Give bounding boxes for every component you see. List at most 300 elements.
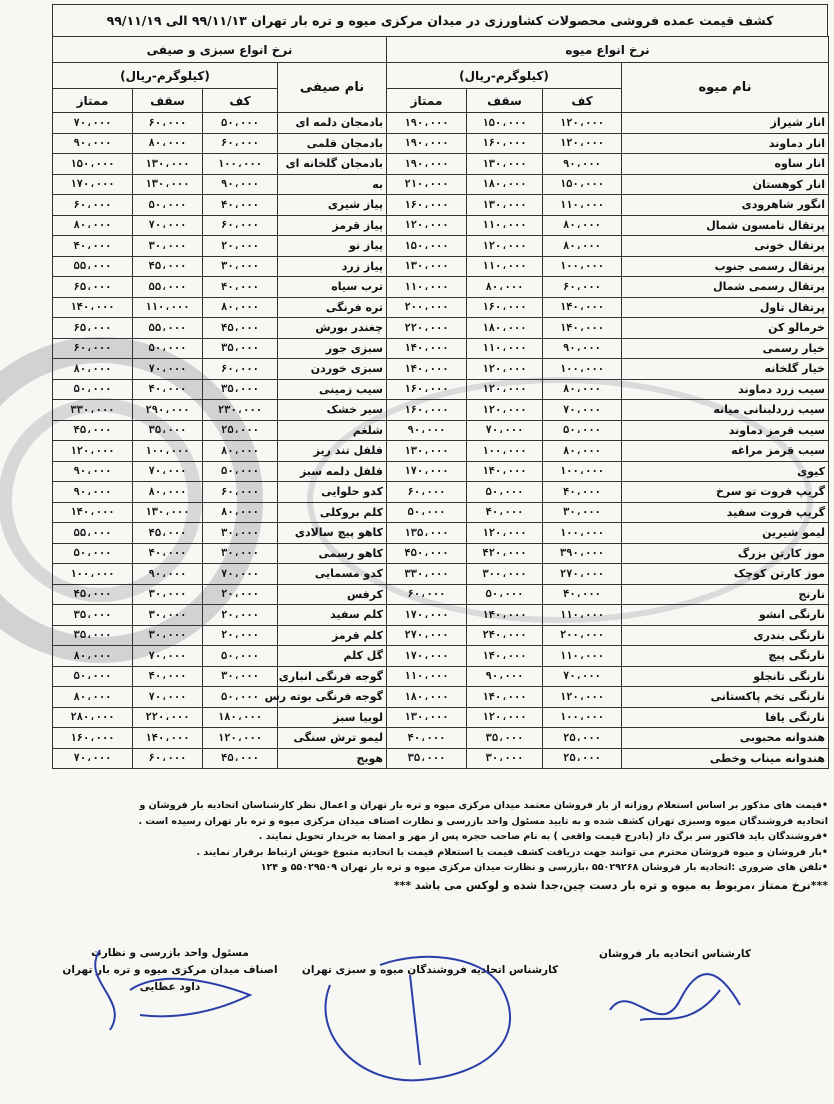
veg-premium-price: ۴۵،۰۰۰ bbox=[53, 584, 133, 605]
table-row bbox=[53, 318, 829, 339]
veg-name: تره فرنگی bbox=[278, 297, 387, 318]
veg-max-price: ۸۰،۰۰۰ bbox=[133, 482, 203, 503]
fruit-max-price: ۱۲۰،۰۰۰ bbox=[467, 359, 543, 380]
fruit-min-price: ۱۲۰،۰۰۰ bbox=[543, 113, 622, 134]
fruit-premium-header: ممتاز bbox=[387, 89, 467, 113]
table-row bbox=[53, 502, 829, 523]
table-row bbox=[53, 728, 829, 749]
fruit-min-price: ۱۴۰،۰۰۰ bbox=[543, 318, 622, 339]
fruit-premium-price: ۶۰،۰۰۰ bbox=[387, 584, 467, 605]
table-row bbox=[53, 297, 829, 318]
veg-min-price: ۶۰،۰۰۰ bbox=[203, 359, 278, 380]
veg-max-price: ۳۰،۰۰۰ bbox=[133, 605, 203, 626]
veg-max-price: ۱۴۰،۰۰۰ bbox=[133, 728, 203, 749]
fruit-premium-price: ۴۵۰،۰۰۰ bbox=[387, 543, 467, 564]
veg-min-price: ۸۰،۰۰۰ bbox=[203, 441, 278, 462]
fruit-min-price: ۱۲۰،۰۰۰ bbox=[543, 133, 622, 154]
veg-name: سیر خشک bbox=[278, 400, 387, 421]
veg-min-price: ۲۰،۰۰۰ bbox=[203, 236, 278, 257]
fruit-premium-price: ۲۰۰،۰۰۰ bbox=[387, 297, 467, 318]
fruit-premium-price: ۱۳۰،۰۰۰ bbox=[387, 256, 467, 277]
veg-premium-price: ۸۰،۰۰۰ bbox=[53, 359, 133, 380]
fruit-max-price: ۸۰،۰۰۰ bbox=[467, 277, 543, 298]
veg-name: پیاز زرد bbox=[278, 256, 387, 277]
veg-max-price: ۷۰،۰۰۰ bbox=[133, 461, 203, 482]
veg-max-price: ۴۰،۰۰۰ bbox=[133, 543, 203, 564]
veg-premium-price: ۸۰،۰۰۰ bbox=[53, 646, 133, 667]
table-row bbox=[53, 256, 829, 277]
veg-name: کاهو رسمی bbox=[278, 543, 387, 564]
fruit-min-price: ۲۰۰،۰۰۰ bbox=[543, 625, 622, 646]
note-line: •فروشندگان باید فاکتور سر برگ دار (بادرج قیمت واقعی ) به نام صاحب حجره پس از مهر و امضا به خریدار تحویل نمایند . bbox=[258, 831, 828, 842]
veg-name: لوبیا سبز bbox=[278, 707, 387, 728]
veg-premium-price: ۳۵،۰۰۰ bbox=[53, 625, 133, 646]
fruit-premium-price: ۱۴۰،۰۰۰ bbox=[387, 359, 467, 380]
fruit-name: نارنگی بندری bbox=[622, 625, 829, 646]
fruit-premium-price: ۱۳۰،۰۰۰ bbox=[387, 707, 467, 728]
veg-min-price: ۵۰،۰۰۰ bbox=[203, 646, 278, 667]
veg-premium-price: ۱۴۰،۰۰۰ bbox=[53, 502, 133, 523]
fruit-max-price: ۳۰۰،۰۰۰ bbox=[467, 564, 543, 585]
fruit-name: سیب قرمز مراغه bbox=[622, 441, 829, 462]
veg-premium-price: ۴۵،۰۰۰ bbox=[53, 420, 133, 441]
fruit-min-price: ۵۰،۰۰۰ bbox=[543, 420, 622, 441]
fruit-min-price: ۱۲۰،۰۰۰ bbox=[543, 687, 622, 708]
veg-name: بادمجان گلخانه ای bbox=[278, 154, 387, 175]
fruit-premium-price: ۶۰،۰۰۰ bbox=[387, 482, 467, 503]
veg-max-price: ۴۰،۰۰۰ bbox=[133, 666, 203, 687]
veg-name: ترب سیاه bbox=[278, 277, 387, 298]
veg-premium-price: ۸۰،۰۰۰ bbox=[53, 215, 133, 236]
fruit-max-price: ۹۰،۰۰۰ bbox=[467, 666, 543, 687]
veg-min-price: ۳۰،۰۰۰ bbox=[203, 523, 278, 544]
veg-premium-price: ۳۳۰،۰۰۰ bbox=[53, 400, 133, 421]
fruit-name: سیب زرد دماوند bbox=[622, 379, 829, 400]
veg-min-price: ۴۵،۰۰۰ bbox=[203, 748, 278, 769]
table-row bbox=[53, 195, 829, 216]
fruit-premium-price: ۱۴۰،۰۰۰ bbox=[387, 338, 467, 359]
fruit-min-price: ۱۰۰،۰۰۰ bbox=[543, 461, 622, 482]
veg-premium-price: ۹۰،۰۰۰ bbox=[53, 133, 133, 154]
veg-min-price: ۴۵،۰۰۰ bbox=[203, 318, 278, 339]
fruit-max-price: ۷۰،۰۰۰ bbox=[467, 420, 543, 441]
fruit-name: انار ساوه bbox=[622, 154, 829, 175]
fruit-name: نارنگی تانجلو bbox=[622, 666, 829, 687]
fruit-name: موز کارتن کوچک bbox=[622, 564, 829, 585]
veg-max-price: ۴۵،۰۰۰ bbox=[133, 256, 203, 277]
fruit-max-price: ۱۴۰،۰۰۰ bbox=[467, 687, 543, 708]
veg-name: کلم قرمز bbox=[278, 625, 387, 646]
table-row bbox=[53, 400, 829, 421]
signature-scribble-right bbox=[600, 960, 760, 1050]
veg-premium-header: ممتاز bbox=[53, 89, 133, 113]
fruit-min-price: ۸۰،۰۰۰ bbox=[543, 215, 622, 236]
veg-name: گل کلم bbox=[278, 646, 387, 667]
fruit-premium-price: ۱۹۰،۰۰۰ bbox=[387, 113, 467, 134]
fruit-max-price: ۱۵۰،۰۰۰ bbox=[467, 113, 543, 134]
veg-name-header: نام صیفی bbox=[278, 63, 387, 113]
note-line: اتحادیه فروشندگان میوه وسبزی تهران کشف شده و به تایید مسئول واحد بازرسی و نظارت اصناف میدان مرکزی میوه و تره بار تهران رسیده است . bbox=[138, 815, 828, 827]
fruit-min-price: ۳۹۰،۰۰۰ bbox=[543, 543, 622, 564]
table-row bbox=[53, 420, 829, 441]
fruit-premium-price: ۲۲۰،۰۰۰ bbox=[387, 318, 467, 339]
veg-premium-price: ۹۰،۰۰۰ bbox=[53, 482, 133, 503]
notes-section bbox=[52, 798, 828, 893]
fruit-max-price: ۱۲۰،۰۰۰ bbox=[467, 400, 543, 421]
fruit-premium-price: ۱۵۰،۰۰۰ bbox=[387, 236, 467, 257]
table-row bbox=[53, 113, 829, 134]
fruit-premium-price: ۱۶۰،۰۰۰ bbox=[387, 400, 467, 421]
table-row bbox=[53, 461, 829, 482]
fruit-premium-price: ۱۷۰،۰۰۰ bbox=[387, 646, 467, 667]
fruit-premium-price: ۱۸۰،۰۰۰ bbox=[387, 687, 467, 708]
fruit-premium-price: ۵۰،۰۰۰ bbox=[387, 502, 467, 523]
fruit-name: پرتقال رسمی شمال bbox=[622, 277, 829, 298]
veg-max-price: ۶۰،۰۰۰ bbox=[133, 113, 203, 134]
fruit-max-price: ۳۵،۰۰۰ bbox=[467, 728, 543, 749]
fruit-premium-price: ۱۳۵،۰۰۰ bbox=[387, 523, 467, 544]
fruit-max-price: ۲۴۰،۰۰۰ bbox=[467, 625, 543, 646]
fruit-premium-price: ۱۷۰،۰۰۰ bbox=[387, 605, 467, 626]
veg-max-price: ۳۰،۰۰۰ bbox=[133, 625, 203, 646]
fruit-name: انگور شاهرودی bbox=[622, 195, 829, 216]
veg-premium-price: ۱۴۰،۰۰۰ bbox=[53, 297, 133, 318]
veg-premium-price: ۶۵،۰۰۰ bbox=[53, 318, 133, 339]
fruit-unit-label: (کیلوگرم-ریال) bbox=[387, 63, 622, 89]
veg-name: سبزی خوردن bbox=[278, 359, 387, 380]
veg-max-price: ۱۳۰،۰۰۰ bbox=[133, 174, 203, 195]
fruit-premium-price: ۱۱۰،۰۰۰ bbox=[387, 666, 467, 687]
veg-name: هویج bbox=[278, 748, 387, 769]
veg-premium-price: ۶۰،۰۰۰ bbox=[53, 338, 133, 359]
veg-name: کاهو پیچ سالادی bbox=[278, 523, 387, 544]
fruit-premium-price: ۱۶۰،۰۰۰ bbox=[387, 379, 467, 400]
fruit-premium-price: ۱۱۰،۰۰۰ bbox=[387, 277, 467, 298]
veg-premium-price: ۱۷۰،۰۰۰ bbox=[53, 174, 133, 195]
veg-min-price: ۱۲۰،۰۰۰ bbox=[203, 728, 278, 749]
fruit-max-price: ۳۰،۰۰۰ bbox=[467, 748, 543, 769]
veg-name: فلفل دلمه سبز bbox=[278, 461, 387, 482]
veg-premium-price: ۷۰،۰۰۰ bbox=[53, 748, 133, 769]
table-row bbox=[53, 687, 829, 708]
veg-premium-price: ۵۰،۰۰۰ bbox=[53, 666, 133, 687]
veg-premium-price: ۷۰،۰۰۰ bbox=[53, 113, 133, 134]
fruit-name: نارنج bbox=[622, 584, 829, 605]
veg-premium-price: ۲۸۰،۰۰۰ bbox=[53, 707, 133, 728]
veg-min-price: ۱۸۰،۰۰۰ bbox=[203, 707, 278, 728]
fruit-name: پرتقال تاول bbox=[622, 297, 829, 318]
fruit-min-price: ۱۵۰،۰۰۰ bbox=[543, 174, 622, 195]
fruit-min-price: ۴۰،۰۰۰ bbox=[543, 482, 622, 503]
veg-min-price: ۶۰،۰۰۰ bbox=[203, 482, 278, 503]
fruit-name: خرمالو کن bbox=[622, 318, 829, 339]
fruit-max-price: ۱۲۰،۰۰۰ bbox=[467, 707, 543, 728]
fruit-name: گریپ فروت سفید bbox=[622, 502, 829, 523]
veg-premium-price: ۵۰،۰۰۰ bbox=[53, 379, 133, 400]
fruit-max-price: ۱۱۰،۰۰۰ bbox=[467, 338, 543, 359]
fruit-premium-price: ۳۳۰،۰۰۰ bbox=[387, 564, 467, 585]
fruit-name: سیب زردلبنانی میانه bbox=[622, 400, 829, 421]
note-line: •تلفن های ضروری :اتحادیه بار فروشان ۵۵۰۲۹۲۶۸ ،بازرسی و نظارت میدان مرکزی میوه و تره بار تهران ۵۵۰۲۹۵۰۹ و ۱۲۴ bbox=[260, 862, 828, 873]
fruit-section-header: نرخ انواع میوه bbox=[387, 37, 829, 63]
veg-name: گوجه فرنگی بوته رس bbox=[278, 687, 387, 708]
fruit-premium-price: ۳۵،۰۰۰ bbox=[387, 748, 467, 769]
fruit-max-price: ۱۱۰،۰۰۰ bbox=[467, 215, 543, 236]
fruit-name: نارنگی انشو bbox=[622, 605, 829, 626]
signature-name: داود عطایی bbox=[139, 981, 201, 993]
fruit-premium-price: ۱۳۰،۰۰۰ bbox=[387, 441, 467, 462]
price-table bbox=[52, 36, 829, 769]
veg-min-price: ۲۳۰،۰۰۰ bbox=[203, 400, 278, 421]
fruit-max-price: ۱۳۰،۰۰۰ bbox=[467, 154, 543, 175]
veg-min-price: ۳۰،۰۰۰ bbox=[203, 543, 278, 564]
veg-max-price: ۸۰،۰۰۰ bbox=[133, 133, 203, 154]
veg-max-price: ۷۰،۰۰۰ bbox=[133, 687, 203, 708]
veg-name: کدو مسمایی bbox=[278, 564, 387, 585]
table-row bbox=[53, 523, 829, 544]
signature-title: کارشناس اتحادیه فروشندگان میوه و سبزی تهران bbox=[301, 964, 559, 976]
fruit-max-price: ۱۱۰،۰۰۰ bbox=[467, 256, 543, 277]
table-row bbox=[53, 174, 829, 195]
table-row bbox=[53, 584, 829, 605]
veg-min-price: ۵۰،۰۰۰ bbox=[203, 113, 278, 134]
veg-premium-price: ۳۵،۰۰۰ bbox=[53, 605, 133, 626]
fruit-min-price: ۱۱۰،۰۰۰ bbox=[543, 195, 622, 216]
veg-premium-price: ۱۰۰،۰۰۰ bbox=[53, 564, 133, 585]
fruit-premium-price: ۱۶۰،۰۰۰ bbox=[387, 195, 467, 216]
fruit-name: هندوانه میناب وخطی bbox=[622, 748, 829, 769]
veg-min-price: ۴۰،۰۰۰ bbox=[203, 195, 278, 216]
fruit-name: انار شیراز bbox=[622, 113, 829, 134]
veg-min-price: ۵۰،۰۰۰ bbox=[203, 687, 278, 708]
signature-scribble-left bbox=[70, 940, 280, 1050]
table-row bbox=[53, 154, 829, 175]
veg-min-price: ۲۵،۰۰۰ bbox=[203, 420, 278, 441]
fruit-name: خیار رسمی bbox=[622, 338, 829, 359]
fruit-name: انار دماوند bbox=[622, 133, 829, 154]
fruit-min-price: ۷۰،۰۰۰ bbox=[543, 666, 622, 687]
veg-max-price: ۵۵،۰۰۰ bbox=[133, 318, 203, 339]
table-row bbox=[53, 359, 829, 380]
fruit-max-price: ۱۶۰،۰۰۰ bbox=[467, 133, 543, 154]
fruit-name: موز کارتن بزرگ bbox=[622, 543, 829, 564]
veg-premium-price: ۸۰،۰۰۰ bbox=[53, 687, 133, 708]
table-row bbox=[53, 564, 829, 585]
fruit-max-price: ۴۲۰،۰۰۰ bbox=[467, 543, 543, 564]
veg-max-price: ۵۰،۰۰۰ bbox=[133, 338, 203, 359]
fruit-name: هندوانه محبوبی bbox=[622, 728, 829, 749]
fruit-name: خیار گلخانه bbox=[622, 359, 829, 380]
fruit-min-header: کف bbox=[543, 89, 622, 113]
fruit-max-price: ۱۲۰،۰۰۰ bbox=[467, 379, 543, 400]
veg-name: بادمجان قلمی bbox=[278, 133, 387, 154]
fruit-max-price: ۱۸۰،۰۰۰ bbox=[467, 318, 543, 339]
veg-max-price: ۵۰،۰۰۰ bbox=[133, 195, 203, 216]
veg-max-price: ۱۳۰،۰۰۰ bbox=[133, 154, 203, 175]
fruit-premium-price: ۲۷۰،۰۰۰ bbox=[387, 625, 467, 646]
premium-footnote: ***نرخ ممتاز ،مربوط به میوه و تره بار دست چین،جدا شده و لوکس می باشد *** bbox=[393, 878, 828, 892]
veg-name: سبزی جور bbox=[278, 338, 387, 359]
veg-name: به bbox=[278, 174, 387, 195]
fruit-name: سیب قرمز دماوند bbox=[622, 420, 829, 441]
signature-title: کارشناس اتحادیه بار فروشان bbox=[599, 948, 751, 960]
veg-min-price: ۸۰،۰۰۰ bbox=[203, 297, 278, 318]
fruit-min-price: ۸۰،۰۰۰ bbox=[543, 379, 622, 400]
fruit-name: پرتقال تامسون شمال bbox=[622, 215, 829, 236]
fruit-max-price: ۵۰،۰۰۰ bbox=[467, 482, 543, 503]
veg-max-price: ۷۰،۰۰۰ bbox=[133, 359, 203, 380]
veg-name: چغندر بورش bbox=[278, 318, 387, 339]
veg-unit-label: (کیلوگرم-ریال) bbox=[53, 63, 278, 89]
veg-name: پیاز شیری bbox=[278, 195, 387, 216]
fruit-name-header: نام میوه bbox=[622, 63, 829, 113]
fruit-min-price: ۱۱۰،۰۰۰ bbox=[543, 646, 622, 667]
fruit-max-price: ۱۴۰،۰۰۰ bbox=[467, 646, 543, 667]
table-row bbox=[53, 379, 829, 400]
veg-max-price: ۱۰۰،۰۰۰ bbox=[133, 441, 203, 462]
veg-premium-price: ۱۵۰،۰۰۰ bbox=[53, 154, 133, 175]
signature-scribble-middle bbox=[300, 945, 540, 1095]
fruit-min-price: ۸۰،۰۰۰ bbox=[543, 236, 622, 257]
veg-max-price: ۷۰،۰۰۰ bbox=[133, 646, 203, 667]
veg-min-price: ۳۰،۰۰۰ bbox=[203, 256, 278, 277]
table-row bbox=[53, 666, 829, 687]
fruit-min-price: ۷۰،۰۰۰ bbox=[543, 400, 622, 421]
veg-max-price: ۲۲۰،۰۰۰ bbox=[133, 707, 203, 728]
veg-max-price: ۴۰،۰۰۰ bbox=[133, 379, 203, 400]
fruit-premium-price: ۴۰،۰۰۰ bbox=[387, 728, 467, 749]
fruit-max-price: ۱۶۰،۰۰۰ bbox=[467, 297, 543, 318]
table-row bbox=[53, 133, 829, 154]
veg-min-price: ۵۰،۰۰۰ bbox=[203, 461, 278, 482]
veg-max-header: سقف bbox=[133, 89, 203, 113]
veg-name: شلغم bbox=[278, 420, 387, 441]
veg-max-price: ۳۵،۰۰۰ bbox=[133, 420, 203, 441]
fruit-premium-price: ۱۹۰،۰۰۰ bbox=[387, 154, 467, 175]
veg-min-price: ۸۰،۰۰۰ bbox=[203, 502, 278, 523]
fruit-max-price: ۱۸۰،۰۰۰ bbox=[467, 174, 543, 195]
fruit-min-price: ۱۱۰،۰۰۰ bbox=[543, 605, 622, 626]
veg-name: فلفل تند ریز bbox=[278, 441, 387, 462]
veg-name: کرفس bbox=[278, 584, 387, 605]
table-row bbox=[53, 277, 829, 298]
veg-min-price: ۹۰،۰۰۰ bbox=[203, 174, 278, 195]
veg-max-price: ۱۱۰،۰۰۰ bbox=[133, 297, 203, 318]
veg-max-price: ۱۳۰،۰۰۰ bbox=[133, 502, 203, 523]
fruit-min-price: ۱۴۰،۰۰۰ bbox=[543, 297, 622, 318]
note-line: •بار فروشان و میوه فروشان محترم می توانند جهت دریافت کشف قیمت یا استعلام قیمت با اتحادیه متبوع خویش ارتباط برقرار نمایند . bbox=[196, 846, 828, 858]
fruit-min-price: ۳۰،۰۰۰ bbox=[543, 502, 622, 523]
veg-max-price: ۹۰،۰۰۰ bbox=[133, 564, 203, 585]
veg-min-price: ۱۰۰،۰۰۰ bbox=[203, 154, 278, 175]
fruit-max-price: ۱۳۰،۰۰۰ bbox=[467, 195, 543, 216]
veg-max-price: ۴۵،۰۰۰ bbox=[133, 523, 203, 544]
veg-min-price: ۶۰،۰۰۰ bbox=[203, 215, 278, 236]
veg-section-header: نرخ انواع سبزی و صیفی bbox=[53, 37, 387, 63]
veg-name: بادمجان دلمه ای bbox=[278, 113, 387, 134]
fruit-max-price: ۱۴۰،۰۰۰ bbox=[467, 605, 543, 626]
veg-name: گوجه فرنگی انباری bbox=[278, 666, 387, 687]
table-row bbox=[53, 646, 829, 667]
veg-min-price: ۳۰،۰۰۰ bbox=[203, 666, 278, 687]
veg-premium-price: ۵۵،۰۰۰ bbox=[53, 523, 133, 544]
veg-name: پیاز نو bbox=[278, 236, 387, 257]
table-row bbox=[53, 215, 829, 236]
veg-premium-price: ۱۶۰،۰۰۰ bbox=[53, 728, 133, 749]
veg-premium-price: ۵۵،۰۰۰ bbox=[53, 256, 133, 277]
table-row bbox=[53, 748, 829, 769]
veg-min-price: ۲۰،۰۰۰ bbox=[203, 584, 278, 605]
fruit-max-price: ۱۲۰،۰۰۰ bbox=[467, 523, 543, 544]
fruit-name: انار کوهستان bbox=[622, 174, 829, 195]
veg-name: سیب زمینی bbox=[278, 379, 387, 400]
fruit-premium-price: ۱۹۰،۰۰۰ bbox=[387, 133, 467, 154]
fruit-max-price: ۵۰،۰۰۰ bbox=[467, 584, 543, 605]
fruit-max-price: ۱۰۰،۰۰۰ bbox=[467, 441, 543, 462]
veg-name: کلم سفید bbox=[278, 605, 387, 626]
table-row bbox=[53, 482, 829, 503]
fruit-premium-price: ۱۷۰،۰۰۰ bbox=[387, 461, 467, 482]
fruit-max-price: ۱۲۰،۰۰۰ bbox=[467, 236, 543, 257]
fruit-name: پرتقال خونی bbox=[622, 236, 829, 257]
veg-min-price: ۲۰،۰۰۰ bbox=[203, 605, 278, 626]
fruit-min-price: ۲۵،۰۰۰ bbox=[543, 728, 622, 749]
table-row bbox=[53, 338, 829, 359]
fruit-min-price: ۱۰۰،۰۰۰ bbox=[543, 523, 622, 544]
veg-name: کدو حلوایی bbox=[278, 482, 387, 503]
fruit-premium-price: ۱۲۰،۰۰۰ bbox=[387, 215, 467, 236]
veg-premium-price: ۶۰،۰۰۰ bbox=[53, 195, 133, 216]
veg-max-price: ۲۹۰،۰۰۰ bbox=[133, 400, 203, 421]
veg-max-price: ۷۰،۰۰۰ bbox=[133, 215, 203, 236]
fruit-name: نارنگی یافا bbox=[622, 707, 829, 728]
veg-min-price: ۷۰،۰۰۰ bbox=[203, 564, 278, 585]
veg-min-header: کف bbox=[203, 89, 278, 113]
fruit-name: نارنگی پیچ bbox=[622, 646, 829, 667]
fruit-max-price: ۱۴۰،۰۰۰ bbox=[467, 461, 543, 482]
veg-name: لیمو ترش سنگی bbox=[278, 728, 387, 749]
veg-min-price: ۴۰،۰۰۰ bbox=[203, 277, 278, 298]
fruit-min-price: ۱۰۰،۰۰۰ bbox=[543, 256, 622, 277]
table-row bbox=[53, 605, 829, 626]
fruit-name: لیمو شیرین bbox=[622, 523, 829, 544]
table-row bbox=[53, 707, 829, 728]
veg-premium-price: ۶۵،۰۰۰ bbox=[53, 277, 133, 298]
fruit-min-price: ۹۰،۰۰۰ bbox=[543, 338, 622, 359]
fruit-premium-price: ۹۰،۰۰۰ bbox=[387, 420, 467, 441]
fruit-name: نارنگی تخم پاکستانی bbox=[622, 687, 829, 708]
veg-min-price: ۳۵،۰۰۰ bbox=[203, 338, 278, 359]
fruit-min-price: ۱۰۰،۰۰۰ bbox=[543, 707, 622, 728]
veg-max-price: ۳۰،۰۰۰ bbox=[133, 236, 203, 257]
fruit-max-price: ۴۰،۰۰۰ bbox=[467, 502, 543, 523]
note-line: •قیمت های مذکور بر اساس استعلام روزانه از بار فروشان معتمد میدان مرکزی میوه و تره بار تهران و اعمال نظر کارشناسان اتحادیه بار فروشان و bbox=[139, 800, 828, 811]
veg-max-price: ۳۰،۰۰۰ bbox=[133, 584, 203, 605]
table-row bbox=[53, 441, 829, 462]
veg-name: پیاز قرمز bbox=[278, 215, 387, 236]
veg-min-price: ۲۰،۰۰۰ bbox=[203, 625, 278, 646]
fruit-name: گریپ فروت تو سرخ bbox=[622, 482, 829, 503]
signature-subtitle: اصناف میدان مرکزی میوه و تره بار تهران bbox=[62, 964, 278, 976]
fruit-min-price: ۶۰،۰۰۰ bbox=[543, 277, 622, 298]
fruit-name: کیوی bbox=[622, 461, 829, 482]
veg-name: کلم بروکلی bbox=[278, 502, 387, 523]
fruit-min-price: ۸۰،۰۰۰ bbox=[543, 441, 622, 462]
fruit-min-price: ۹۰،۰۰۰ bbox=[543, 154, 622, 175]
table-row bbox=[53, 236, 829, 257]
fruit-min-price: ۲۷۰،۰۰۰ bbox=[543, 564, 622, 585]
fruit-max-header: سقف bbox=[467, 89, 543, 113]
